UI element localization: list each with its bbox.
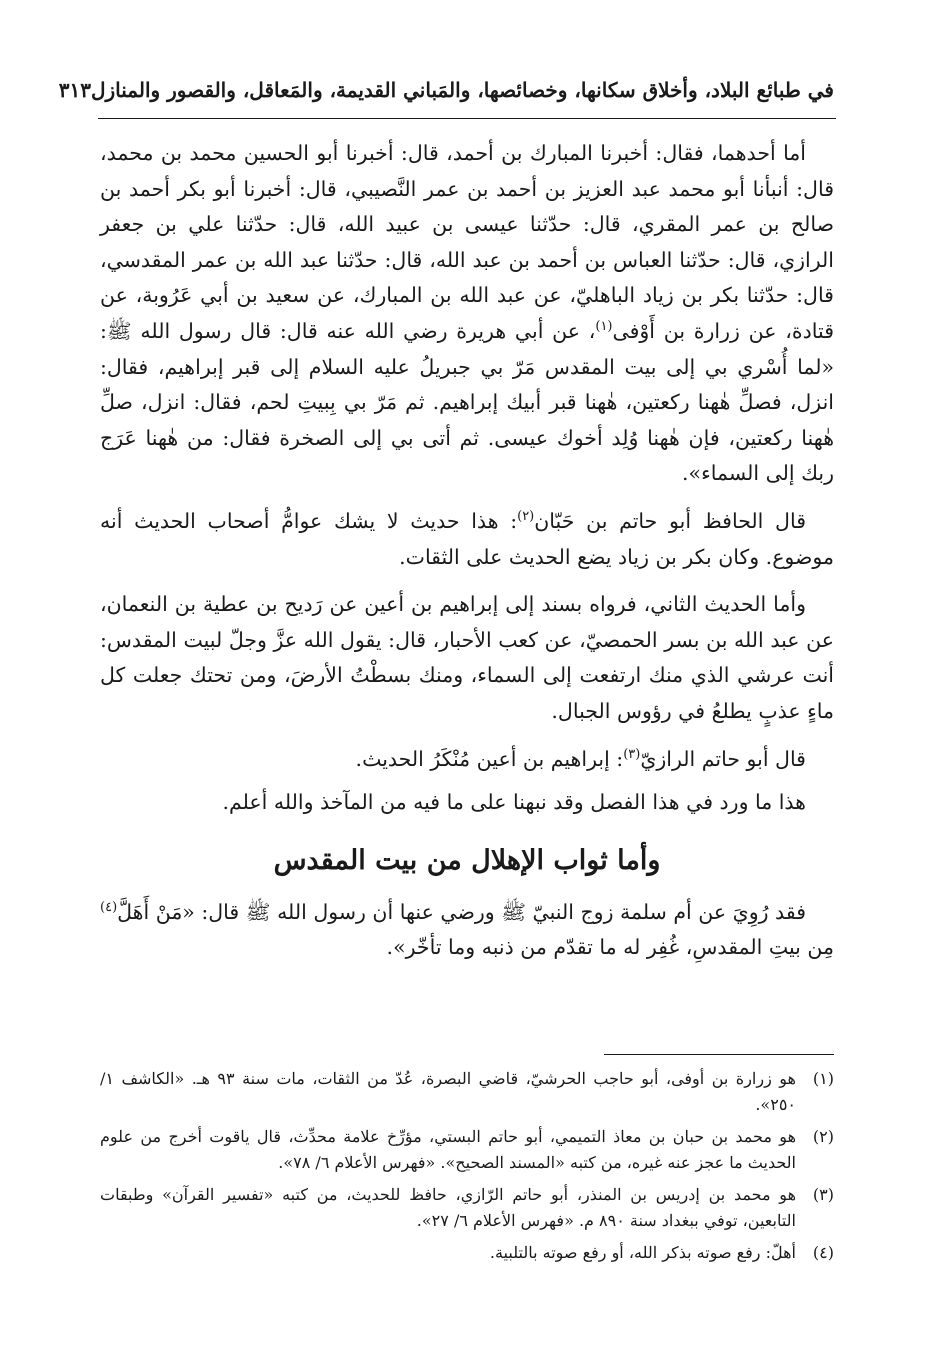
footnote-text: هو محمد بن إدريس بن المنذر، أبو حاتم الرّازي، حافظ للحديث، من كتبه «تفسير القرآن» وطبقات التابعين، توفي ببغداد سنة ٨٩٠ م. «فهرس الأعلام ٦/ ٢٧». <box>100 1185 796 1230</box>
footnote-number: (٤) <box>812 1243 834 1262</box>
section-heading: وأما ثواب الإهلال من بيت المقدس <box>273 844 661 876</box>
header-rule <box>98 118 836 119</box>
footnote-number: (٣) <box>812 1185 834 1204</box>
footnotes <box>100 1066 834 1272</box>
paragraph-hadith-chain <box>100 136 834 492</box>
paragraph-text: قال أبو حاتم الرازيّ <box>640 746 806 771</box>
paragraph-ihlal <box>100 895 834 966</box>
footnote-ref-4[interactable]: (٤) <box>100 899 118 915</box>
running-header <box>58 74 834 106</box>
paragraph-text: : هذا حديث لا يشك عوامُّ أصحاب الحديث أنه موضوع. وكان بكر بن زياد يضع الحديث على الثقات. <box>100 508 834 569</box>
footnote-item <box>100 1182 834 1234</box>
header-title: في طبائع البلاد، وأخلاق سكانها، وخصائصها، والمَباني القديمة، والمَعاقل، والقصور والمنازل <box>90 78 834 102</box>
footnote-item <box>100 1066 834 1118</box>
page-number: ٣١٣ <box>58 78 91 102</box>
paragraph-abu-hatim <box>100 742 834 778</box>
paragraph-ibn-hibban <box>100 504 834 575</box>
main-text <box>100 136 834 978</box>
footnote-ref-3[interactable]: (٣) <box>623 746 641 762</box>
footnote-rule <box>604 1054 834 1055</box>
footnote-text: أهلّ: رفع صوته بذكر الله، أو رفع صوته بالتلبية. <box>489 1243 796 1262</box>
paragraph-text: : إبراهيم بن أعين مُنْكَرُ الحديث. <box>355 746 624 771</box>
footnote-text: هو محمد بن حبان بن معاذ التميمي، أبو حاتم البستي، مؤرِّخ علامة محدِّث، قال ياقوت أخرج من علوم الحديث ما عجز عنه غيره، من كتبه «المسند الصحيح». «فهرس الأعلام ٦/ ٧٨». <box>100 1127 796 1172</box>
footnote-text: هو زرارة بن أوفى، أبو حاجب الحرشيّ، قاضي البصرة، عُدّ من الثقات، مات سنة ٩٣ هـ. «الكاشف ١/ ٢٥٠». <box>100 1069 796 1114</box>
paragraph-text: مِن بيتِ المقدسِ، غُفِر له ما تقدّم من ذنبه وما تأخّر». <box>386 935 834 960</box>
paragraph-conclusion: هذا ما ورد في هذا الفصل وقد نبهنا على ما فيه من المآخذ والله أعلم. <box>222 790 806 815</box>
paragraph-text: قال الحافظ أبو حاتم بن حَبّان <box>534 508 806 533</box>
footnote-ref-1[interactable]: (١) <box>595 319 613 335</box>
footnote-number: (١) <box>812 1069 834 1088</box>
paragraph-text: فقد رُوِيَ عن أم سلمة زوج النبيّ ﷺ ورضي عنها أن رسول الله ﷺ قال: «مَنْ أَهَلَّ <box>117 899 806 924</box>
footnote-item <box>100 1240 834 1266</box>
paragraph-second-hadith: وأما الحديث الثاني، فرواه بسند إلى إبراهيم بن أعين عن رَديح بن عطية بن النعمان، عن عبد الله بن بسر الحمصيّ، عن كعب الأحبار، قال: يقول الله عزَّ وجلّ لبيت المقدس: أنت عرشي الذي منك ارتفعت إلى السماء، ومنك بسطْتُ الأرضَ، ومن تحتك جعلت كل ماءٍ عذبٍ يطلعُ في رؤوس الجبال. <box>100 592 834 723</box>
paragraph-text: أما أحدهما، فقال: أخبرنا المبارك بن أحمد، قال: أخبرنا أبو الحسين محمد بن محمد، قال: أنبأنا أبو محمد عبد العزيز بن أحمد بن عمر النَّصيبي، قال: أخبرنا أبو بكر أحمد بن صالح بن عمر المقري، قال: حدّثنا عيسى بن عبيد الله، قال: حدّثنا علي بن جعفر الرازي، قال: حدّثنا العباس بن أحمد بن عبد الله، قال: حدّثنا عبد الله بن عمر المقدسي، قال: حدّثنا بكر بن زياد الباهليّ، عن عبد الله بن المبارك، عن سعيد بن أبي عَرُوبة، عن قتادة، عن زرارة بن أَوْفى <box>100 141 834 343</box>
footnote-number: (٢) <box>812 1127 834 1146</box>
paragraph-text: ، عن أبي هريرة رضي الله عنه قال: قال رسول الله ﷺ: «لما أُسْري بي إلى بيت المقدس مَرّ بي جبريلُ عليه السلام إلى قبر إبراهيم، فقال: انزل، فصلِّ هٰهنا ركعتين، هٰهنا قبر أبيك إبراهيم. ثم مَرّ بي بِبيتِ لحم، فقال: انزل، صلِّ هٰهنا ركعتين، فإن هٰهنا وُلِد أخوك عيسى. ثم أتى بي إلى الصخرة فقال: من هٰهنا عَرَج ربك إلى السماء». <box>100 318 834 486</box>
footnote-item <box>100 1124 834 1176</box>
footnote-ref-2[interactable]: (٢) <box>517 509 535 525</box>
